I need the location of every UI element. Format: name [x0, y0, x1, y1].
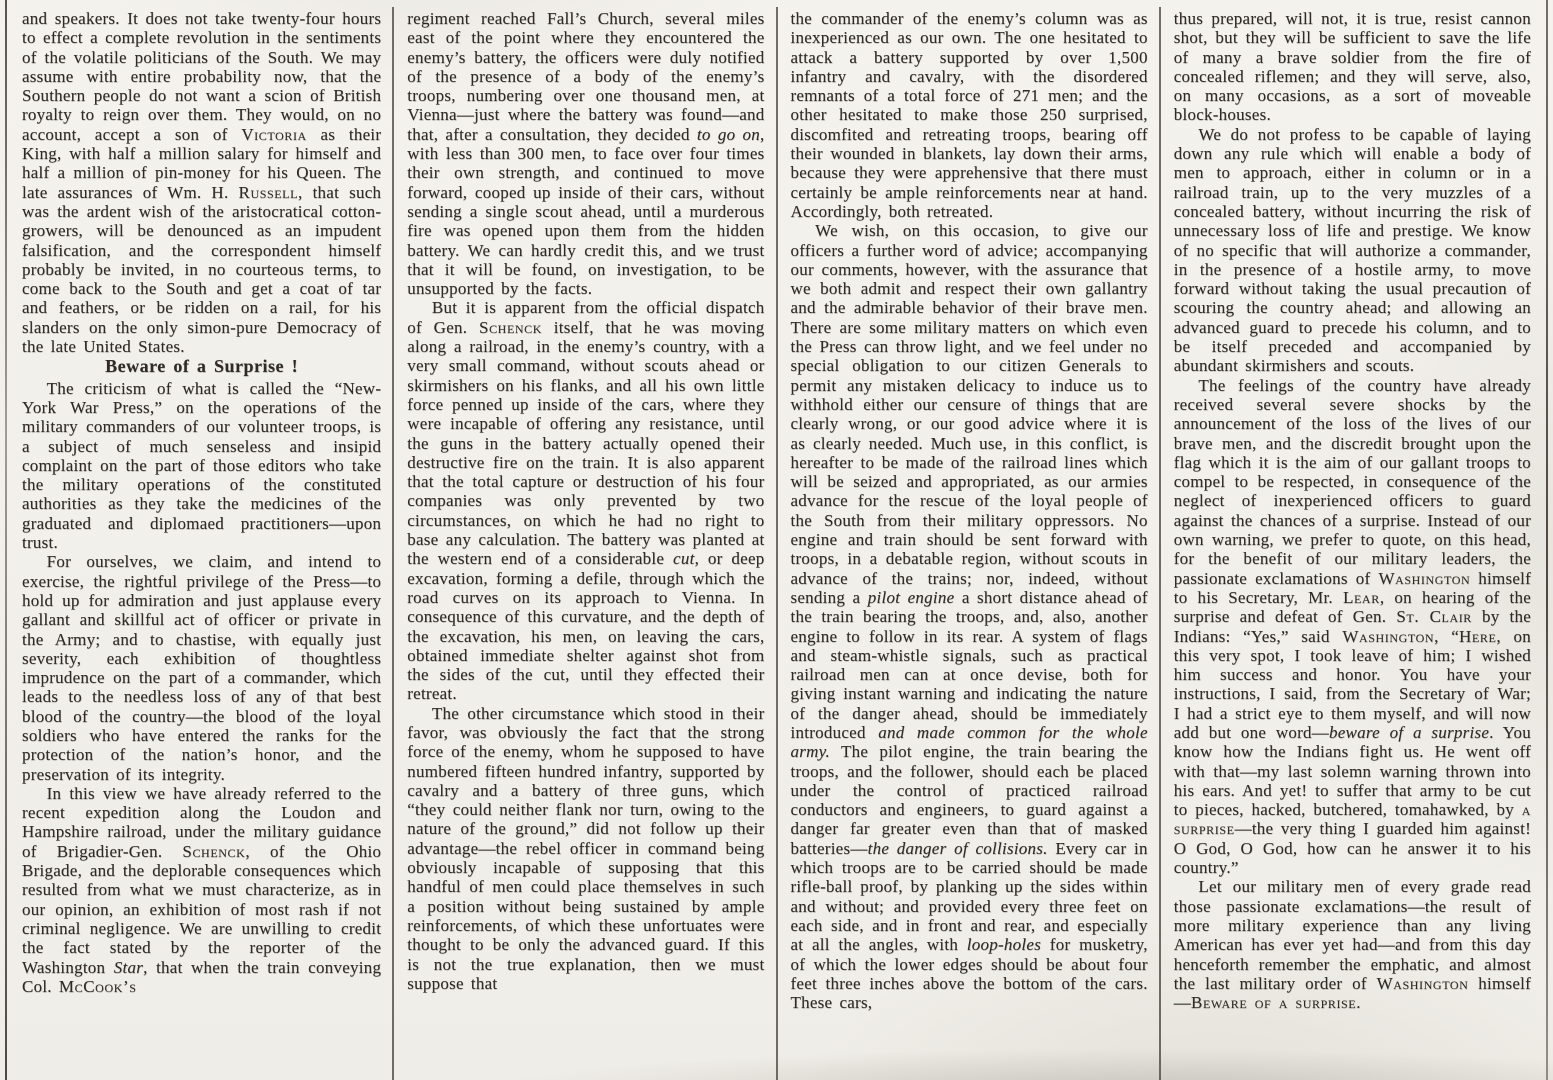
text-run: Schenck — [182, 841, 246, 861]
text-run: Here — [1459, 626, 1497, 646]
text-run: the danger of collisions. — [867, 838, 1048, 858]
text-run: The feelings of the country have already received several severe shocks by the announcement of the loss of the lives of our brave men, and the discredit brought upon the flag which it is the aim of our gallant troops to compel to be respected, in consequence of the neglect of inexperienced officers to guard against the chances of a surprise. Instead of our own warning, we prefer to quote, on this head, for the benefit of our military leaders, the passionate exclamations of — [1173, 375, 1531, 588]
paragraph — [407, 9, 764, 298]
text-run: itself, that he was moving along a railroad, in the enemy’s country, with a very small command, without scouts ahead or skirmishers on his flanks, and all his own little force penned up inside of the cars, where they were incapable of offering any resistance, until the guns in the battery actually opened their destructive fire on the train. It is also apparent that the total capture or destruction of his four companies was only prevented by two circumstances, on which he had no right to base any calculation. The battery was planted at the western end of a considerable — [407, 317, 765, 569]
text-run: Star — [113, 957, 144, 977]
text-run: Every car in which troops are to be carried should be made rifle-ball proof, by planking up the sides within and without; and provided every three feet on each side, and in front and rear, and especially at all the angles, with — [790, 838, 1148, 955]
article-heading — [22, 357, 381, 376]
text-run: a surprise — [1173, 800, 1531, 839]
text-run: , or deep excavation, forming a defile, through which the road curves on its approach to Vienna. In consequence of this curvature, and the depth of the excavation, his men, on leaving the cars, obtained immediate shelter against shot from the sides of the cut, until they effected their retreat. — [407, 549, 765, 704]
text-run: The pilot engine, the train bearing the troops, and the follower, should each be placed under the control of practiced railroad conductors and engineers, to guard against a danger far greater even than that of masked batteries— — [790, 742, 1148, 858]
article-column-2 — [392, 7, 775, 1080]
text-run: the commander of the enemy’s column was as inexperienced as our own. The one hesitated to attack a battery supported by over 1,500 infantry and cavalry, with the disordered remnants of a total force of 271 men; and the other hesitated to make those 250 surprised, discomfited and retreating troops, bearing off their wounded in blankets, lay down their arms, because they were apprehensive that there must certainly be ample reinforcements near at hand. Accordingly, both retreated. — [790, 9, 1148, 221]
text-run: Washington — [1376, 973, 1469, 993]
paragraph — [791, 221, 1148, 1012]
text-run: In this view we have already referred to the recent expedition along the Loudon and Hampshire railroad, under the military guidance of Brigadier-Gen. — [22, 783, 382, 861]
text-run: Beware of a surprise. — [1191, 993, 1362, 1013]
text-run: , of the Ohio Brigade, and the deplorable consequences which resulted from what we must characterize, as in our opinion, an exhibition of most rash if not criminal negligence. We are unwilling to credit the fact stated by the reporter of the Washington — [22, 841, 382, 977]
text-run: . You know how the Indians fight us. He went off with that—my last solemn warning thrown into his ears. And yet! to suffer that army to be cut to pieces, hacked, butchered, tomahawked, by — [1173, 722, 1532, 820]
text-run: for musketry, of which the lower edges should be about four feet three inches above the bottom of the cars. These cars, — [790, 935, 1148, 1013]
text-run: as their King, with half a million salary for himself and half a million of pin-money for his Queen. The late assurances of Wm. H. — [22, 124, 382, 202]
article-column-3 — [776, 7, 1159, 1080]
text-run: McCook’s — [58, 976, 137, 996]
text-run: a short distance ahead of the train bearing the troops, and, also, another engine to follow in its rear. A system of flags and steam-whistle signals, such as practical railroad men can at once devise, both for giving instant warning and indicating the nature of the danger ahead, should be immediately introduced — [790, 587, 1148, 742]
text-run: Beware of a Surprise ! — [105, 356, 299, 377]
text-run: , on this very spot, I took leave of him; I wished him success and honor. You have your instructions, I said, from the Secretary of War; I had a strict eye to them myself, and will now add but one word— — [1173, 626, 1531, 742]
text-run: thus prepared, will not, it is true, resist cannon shot, but they will be sufficient to save the life of many a brave soldier from the fire of concealed riflemen; and they will serve, also, on many occasions, as a sort of moveable block-houses. — [1173, 9, 1531, 125]
paragraph — [22, 9, 381, 356]
text-run: We do not profess to be capable of laying down any rule which will enable a body of men to approach, either in column or in a railroad train, up to the very muzzles of a concealed battery, without incurring the risk of unnecessary loss of life and prestige. We know of no specific that will authorize a commander, in the presence of a hostile army, to move forward without taking the usual precaution of scouring the country ahead; and allowing an advanced guard to precede his column, and to be itself preceded and accompanied by abundant skirmishers and scouts. — [1173, 124, 1531, 376]
paragraph — [22, 379, 381, 553]
text-run: The other circumstance which stood in their favor, was obviously the fact that the strong force of the enemy, whom he supposed to have numbered fifteen hundred infantry, supported by cavalry and a battery of three guns, which “they could neither flank nor turn, owing to the nature of the ground,” did not follow up their advantage—the rebel officer in command being obviously incapable of supposing that this handful of men could place themselves in such a position without being sustained by ample reinforcements, of which these unfortuates were thought to be only the advanced guard. If this is not the true explanation, then we must suppose that — [407, 703, 765, 993]
text-run: For ourselves, we claim, and intend to exercise, the rightful privilege of the Press—to hold up for admiration and just applause every gallant and skillful act of officer or private in the Army; and to chastise, with equally just severity, each exhibition of thoughtless imprudence on the part of a commander, which leads to the needless loss of any of that best blood of the country—the blood of the loyal soldiers who have entered the ranks for the protection of the nation’s honor, and the preservation of its integrity. — [22, 552, 382, 784]
text-run: , that such was the ardent wish of the aristocratical cotton-growers, will be denounced as an impudent falsification, and the correspondent himself probably be invited, in no courteous terms, to come back to the South and get a coat of tar and feathers, or be ridden on a rail, for his slanders on the only simon-pure Democracy of the late United States. — [22, 182, 382, 357]
text-run: cut — [673, 549, 695, 569]
text-run: by the Indians: “Yes,” said — [1173, 607, 1532, 646]
text-run: Lear — [1343, 587, 1380, 607]
paragraph — [407, 704, 764, 993]
text-run: beware of a surprise — [1329, 722, 1490, 742]
text-run: regiment reached Fall’s Church, several miles east of the point where they encountered the enemy’s battery, the officers were duly notified of the presence of a body of the enemy’s troops, numbering over one thousand men, at Vienna—just where the battery was found—and that, after a consultation, they decided — [407, 9, 765, 144]
text-run: to go on — [696, 124, 760, 144]
text-run: Russell — [238, 182, 299, 202]
text-run: We wish, on this occasion, to give our officers a further word of advice; accompanying our comments, however, with the assurance that we both admit and respect their own gallantry and the admirable behavior of their brave men. There are some military matters on which even the Press can throw light, and we feel under no special obligation to our citizen Generals to permit any mistaken delicacy to induce us to withhold either our censure of things that are clearly wrong, or our good advice where it is as clearly needed. Much use, in this conflict, is hereafter to be made of the railroad lines which will be seized and appropriated, as our armies advance for the rescue of the loyal people of the South from their military oppressors. No engine and train should be sent forward with troops, in a debatable region, without scouts in advance of the trains; nor, indeed, without sending a — [790, 221, 1148, 607]
paragraph — [1174, 125, 1531, 376]
paragraph — [22, 784, 381, 996]
text-run: But it is apparent from the official dispatch of Gen. — [407, 298, 765, 337]
text-run: Let our military men of every grade read those passionate exclamations—the result of more military experience than any living American has ever yet had—and from this day henceforth remember the emphatic, and almost the last military order of — [1173, 877, 1531, 993]
text-run: , that when the train conveying Col. — [22, 957, 382, 996]
text-run: , with less than 300 men, to face over four times their own strength, and continued to move forward, cooped up inside of their cars, without sending a single scout ahead, until a murderous fire was opened upon them from the hidden battery. We can hardly credit this, and we trust that it will be found, on investigation, to be unsupported by the facts. — [407, 124, 765, 299]
paragraph — [1174, 376, 1531, 878]
paragraph — [791, 9, 1148, 221]
text-run: pilot engine — [867, 587, 955, 607]
text-run: , on hearing of the surprise and defeat of Gen. — [1173, 587, 1531, 627]
paragraph — [1174, 877, 1531, 1012]
text-run: St. Clair — [1396, 607, 1472, 627]
text-run: and made common for the whole army. — [790, 722, 1148, 762]
paragraph — [22, 552, 381, 784]
text-run: Victoria — [241, 124, 307, 144]
text-run: and speakers. It does not take twenty-four hours to effect a complete revolution in the sentiments of the volatile politicians of the South. We may assume with entire probability now, that the Southern people do not want a scion of British royalty to reign over them. They would, on no account, accept a son of — [22, 9, 382, 144]
text-run: —the very thing I guarded him against! O God, O God, how can he answer it to his country.” — [1173, 819, 1531, 878]
text-run: , “ — [1434, 626, 1460, 646]
paragraph — [1174, 9, 1531, 125]
text-run: The criticism of what is called the “New-York War Press,” on the operations of the military commanders of our volunteer troops, is a subject of much senseless and insipid complaint on the part of those editors who take the military operations of the constituted authorities as they take the medicines of the graduated and diplomaed practitioners—upon trust. — [22, 378, 382, 553]
text-run: Washington — [1378, 568, 1471, 588]
text-run: loop-holes — [966, 935, 1042, 955]
article-column-1 — [9, 7, 392, 1080]
text-run: himself to his Secretary, Mr. — [1173, 568, 1532, 607]
text-run: Schenck — [479, 317, 543, 337]
article-column-4 — [1159, 7, 1542, 1080]
text-run: himself— — [1173, 973, 1532, 1013]
text-run: Washington — [1342, 626, 1435, 646]
paragraph — [407, 298, 764, 703]
